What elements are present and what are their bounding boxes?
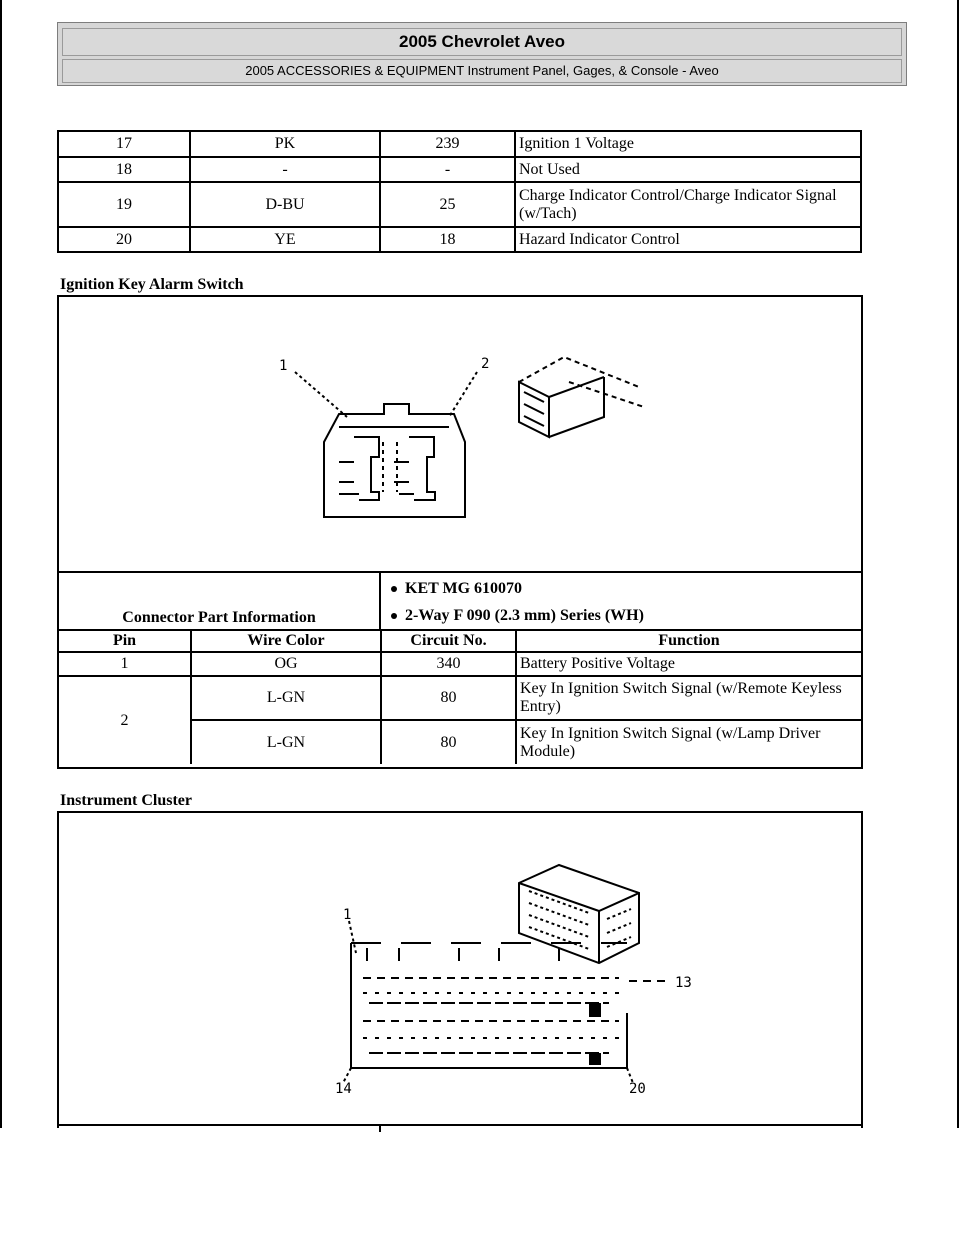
connector-part-info-label: Connector Part Information [122, 609, 316, 626]
wire-color-cell: PK [190, 131, 380, 157]
page-frame-right [957, 0, 959, 1128]
pin-2-label: 2 [481, 356, 490, 372]
table-row [59, 652, 861, 676]
cell-separator [379, 1124, 381, 1132]
table-row [58, 182, 861, 227]
wire-color-cell: OG [191, 652, 381, 676]
function-cell: Ignition 1 Voltage [515, 131, 861, 157]
function-cell: Battery Positive Voltage [516, 652, 861, 676]
instrument-cluster-box [57, 811, 863, 1128]
circuit-cell: 25 [380, 182, 515, 227]
circuit-cell: - [380, 157, 515, 182]
pin-cell: 20 [58, 227, 190, 252]
function-cell: Charge Indicator Control/Charge Indicator Signal (w/Tach) [515, 182, 861, 227]
circuit-cell: 80 [381, 720, 516, 764]
page-frame-left [0, 0, 2, 1128]
circuit-cell: 18 [380, 227, 515, 252]
table-row [58, 131, 861, 157]
circuit-cell: 239 [380, 131, 515, 157]
circuit-cell: 80 [381, 676, 516, 720]
pin-cell: 18 [58, 157, 190, 182]
box-divider [59, 571, 861, 573]
circuit-header: Circuit No. [381, 630, 516, 652]
function-cell: Key In Ignition Switch Signal (w/Lamp Driver Module) [520, 724, 821, 760]
circuit-cell: 340 [381, 652, 516, 676]
cluster-connector-diagram [259, 853, 719, 1093]
pin-cell: 2 [59, 676, 191, 764]
pin-1-label: 1 [279, 358, 288, 374]
table-row [59, 676, 861, 720]
pinout-table-continued [57, 130, 862, 253]
table-header-row [59, 630, 861, 652]
box-divider [59, 1124, 861, 1126]
function-header: Function [516, 630, 861, 652]
pin-20-label: 20 [629, 1081, 646, 1093]
document-title: 2005 Chevrolet Aveo [62, 28, 902, 56]
wire-color-cell: YE [190, 227, 380, 252]
table-row [58, 227, 861, 252]
pin-14-label: 14 [335, 1081, 352, 1093]
section-title-instrument-cluster: Instrument Cluster [60, 792, 192, 809]
page-header [57, 22, 907, 86]
wire-color-cell: L-GN [191, 720, 381, 764]
connector-diagram [259, 342, 659, 532]
pin-13-label: 13 [675, 975, 692, 991]
pin-1-label: 1 [343, 907, 352, 923]
pin-header: Pin [59, 630, 191, 652]
wire-color-cell: - [190, 157, 380, 182]
list-item: KET MG 610070 [389, 575, 644, 602]
wire-color-cell: D-BU [190, 182, 380, 227]
cell-separator [379, 571, 381, 629]
list-item: 2-Way F 090 (2.3 mm) Series (WH) [389, 602, 644, 629]
ignition-key-alarm-switch-box [57, 295, 863, 769]
wire-color-cell: L-GN [191, 676, 381, 720]
pin-cell: 17 [58, 131, 190, 157]
section-title-ignition-key-alarm: Ignition Key Alarm Switch [60, 276, 244, 293]
pin-cell: 19 [58, 182, 190, 227]
function-cell: Hazard Indicator Control [515, 227, 861, 252]
pin-cell: 1 [59, 652, 191, 676]
function-cell: Not Used [515, 157, 861, 182]
connector-part-info-list [389, 575, 644, 629]
ignition-key-alarm-pinout-table [59, 629, 861, 764]
document-subtitle: 2005 ACCESSORIES & EQUIPMENT Instrument Panel, Gages, & Console - Aveo [62, 59, 902, 83]
table-row [58, 157, 861, 182]
wire-color-header: Wire Color [191, 630, 381, 652]
function-cell: Key In Ignition Switch Signal (w/Remote Keyless Entry) [516, 676, 861, 720]
